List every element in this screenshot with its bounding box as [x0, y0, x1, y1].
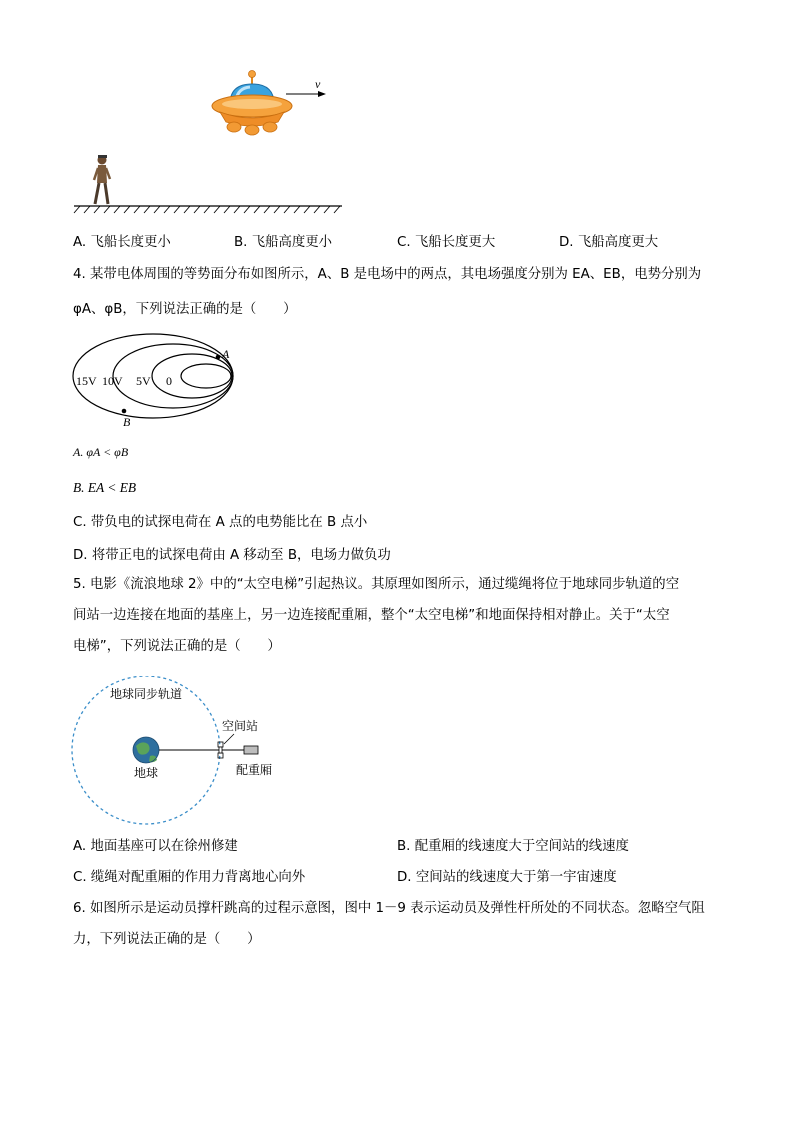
point-b-label: B [123, 415, 131, 429]
q6-stem-line1: 6. 如图所示是运动员撑杆跳高的过程示意图，图中 1－9 表示运动员及弹性杆所处的不同状态。忽略空气阻 [73, 901, 705, 916]
ufo-observer-figure [60, 60, 360, 220]
q4-option-b: B. EA < EB [73, 480, 137, 495]
contour-label-5v: 5V [136, 374, 151, 388]
contour-label-0: 0 [166, 374, 172, 388]
q5-option-b: B. 配重厢的线速度大于空间站的线速度 [397, 839, 629, 854]
q5-option-d: D. 空间站的线速度大于第一宇宙速度 [397, 870, 617, 885]
q5-stem-line2: 间站一边连接在地面的基座上，另一边连接配重厢，整个“太空电梯”和地面保持相对静止。关于“太空 [73, 608, 670, 623]
q6-stem-line2: 力，下列说法正确的是（ ） [73, 932, 261, 947]
space-elevator-figure [66, 676, 296, 836]
counterweight-label: 配重厢 [236, 763, 273, 777]
q5-option-c: C. 缆绳对配重厢的作用力背离地心向外 [73, 870, 306, 885]
q4-option-d: D. 将带正电的试探电荷由 A 移动至 B，电场力做负功 [73, 548, 391, 563]
point-a-dot [216, 355, 221, 360]
q4-stem-line2: φA、φB，下列说法正确的是（ ） [73, 302, 297, 317]
earth-label: 地球 [134, 766, 159, 780]
point-a-label: A [222, 347, 230, 361]
q5-stem-line1: 5. 电影《流浪地球 2》中的“太空电梯”引起热议。其原理如图所示，通过缆绳将位于地球同步轨道的空 [73, 577, 680, 592]
orbit-label: 地球同步轨道 [109, 687, 183, 701]
q3-option-d: D. 飞船高度更大 [559, 235, 659, 250]
q5-stem-line3: 电梯”，下列说法正确的是（ ） [73, 639, 281, 654]
contour-label-15v: 15V [76, 374, 97, 388]
station-label: 空间站 [222, 719, 259, 733]
q3-option-b: B. 飞船高度更小 [234, 235, 333, 250]
q4-option-c: C. 带负电的试探电荷在 A 点的电势能比在 B 点小 [73, 515, 368, 530]
contour-label-10v: 10V [102, 374, 123, 388]
equipotential-figure [68, 330, 238, 430]
q3-option-a: A. 飞船长度更小 [73, 235, 171, 250]
q5-option-a: A. 地面基座可以在徐州修建 [73, 839, 238, 854]
q3-option-c: C. 飞船长度更大 [397, 235, 496, 250]
velocity-label: v [315, 77, 321, 91]
q4-option-a: A. φA < φB [73, 445, 129, 459]
point-b-dot [122, 409, 127, 414]
q4-stem-line1: 4. 某带电体周围的等势面分布如图所示，A、B 是电场中的两点，其电场强度分别为 EA、EB，电势分别为 [73, 267, 702, 282]
